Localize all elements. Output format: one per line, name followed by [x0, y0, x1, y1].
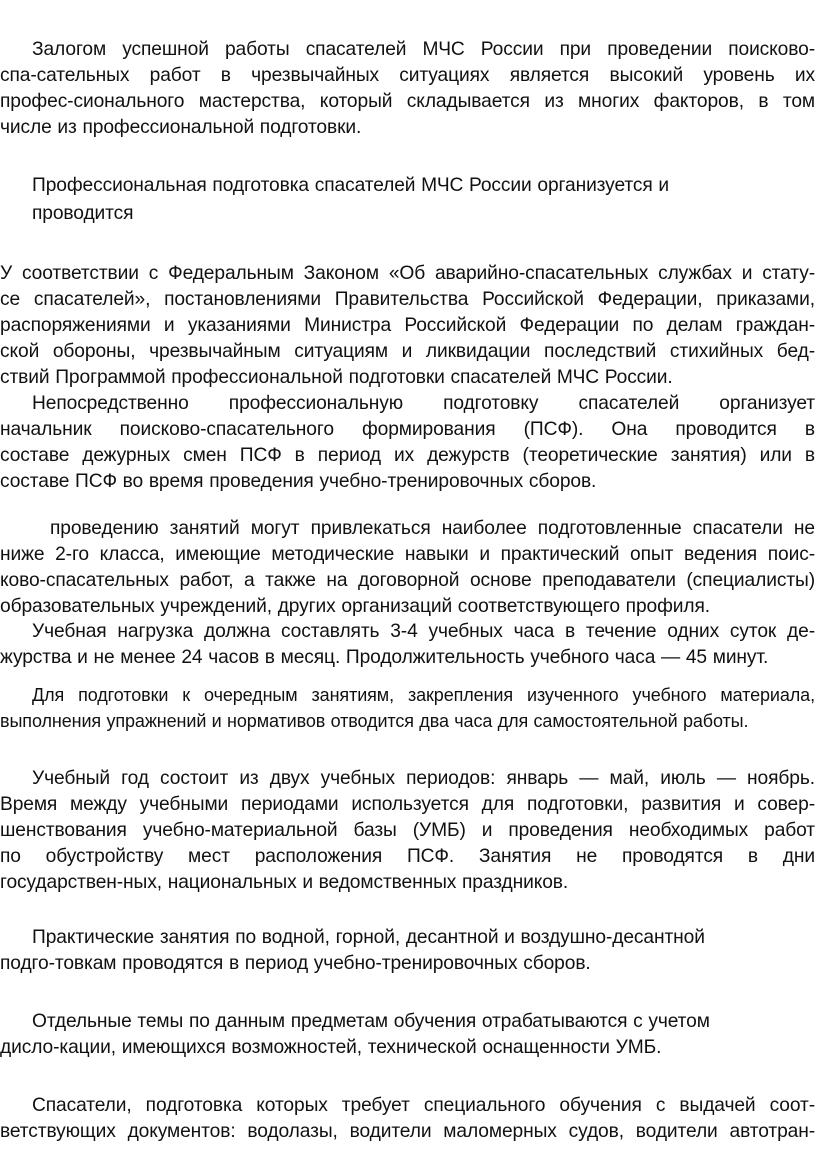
text-line: ской обороны, чрезвычайным ситуациям и ликвидации последствий стихийных бед-: [0, 341, 815, 362]
paragraph-academic-year: [0, 766, 816, 896]
text-line: образовательных учреждений, других организаций соответствующего профиля.: [0, 596, 711, 617]
text-line: Отдельные темы по данным предметам обучения отрабатываются с учетом: [32, 1011, 710, 1032]
text-line: дисло-кации, имеющихся возможностей, технической оснащенности УМБ.: [0, 1037, 662, 1058]
text-line: по обустройству мест расположения ПСФ. Занятия не проводятся в дни: [0, 846, 815, 867]
text-line: ково-спасательных работ, а также на договорной основе преподаватели (специалисты): [0, 570, 815, 591]
text-line: выполнения упражнений и нормативов отводится два часа для самостоятельной работы.: [0, 711, 749, 731]
text-line: спа-сательных работ в чрезвычайных ситуациях является высокий уровень их: [0, 65, 815, 86]
paragraph-direct-training: [0, 391, 816, 495]
text-line: Непосредственно профессиональную подготовку спасателей организует: [32, 393, 815, 414]
text-line: распоряжениями и указаниями Министра Российской Федерации по делам граждан-: [0, 315, 815, 336]
text-line: начальник поисково-спасательного формирования (ПСФ). Она проводится в: [0, 419, 815, 440]
text-line: ниже 2-го класса, имеющие методические навыки и практический опыт ведения поис-: [0, 544, 815, 565]
text-line: ствий Программой профессиональной подготовки спасателей МЧС России.: [0, 367, 673, 388]
text-line: государствен-ных, национальных и ведомственных праздников.: [0, 872, 569, 893]
text-line: се спасателей», постановлениями Правительства Российской Федерации, приказами,: [0, 289, 815, 310]
text-line: Для подготовки к очередным занятиям, закрепления изученного учебного материала,: [32, 685, 815, 705]
paragraph-intro: [0, 37, 816, 141]
paragraph-instructors: [0, 516, 816, 620]
text-line: подго-товкам проводятся в период учебно-тренировочных сборов.: [0, 953, 591, 974]
text-line: У соответствии с Федеральным Законом «Об аварийно-спасательных службах и стату-: [0, 263, 815, 284]
text-line: Спасатели, подготовка которых требует специального обучения с выдачей соот-: [32, 1095, 815, 1116]
paragraph-legal-basis: [0, 261, 816, 391]
text-line: Учебный год состоит из двух учебных периодов: январь — май, июль — ноябрь.: [32, 768, 815, 789]
text-line: проводится: [32, 203, 134, 224]
text-line: Время между учебными периодами используется для подготовки, развития и совер-: [0, 794, 815, 815]
paragraph-workload: [0, 619, 816, 671]
paragraph-special-training: [0, 1093, 816, 1145]
text-line: Учебная нагрузка должна составлять 3-4 учебных часа в течение одних суток де-: [32, 621, 815, 642]
text-line: проведению занятий могут привлекаться наиболее подготовленные спасатели не: [50, 518, 815, 539]
paragraph-organization: [0, 172, 816, 228]
text-line: журства и не менее 24 часов в месяц. Продолжительность учебного часа — 45 минут.: [0, 647, 769, 668]
text-line: шенствования учебно-материальной базы (УМБ) и проведения необходимых работ: [0, 820, 815, 841]
paragraph-practical-training: [0, 925, 816, 977]
text-line: ветствующих документов: водолазы, водители маломерных судов, водители автотран-: [0, 1121, 815, 1142]
text-line: составе дежурных смен ПСФ в период их дежурств (теоретические занятия) или в: [0, 445, 815, 466]
text-line: Практические занятия по водной, горной, десантной и воздушно-десантной: [32, 927, 705, 948]
text-line: профес-сионального мастерства, который складывается из многих факторов, в том: [0, 91, 815, 112]
paragraph-self-study: [0, 682, 816, 734]
text-line: Залогом успешной работы спасателей МЧС России при проведении поисково-: [32, 39, 815, 60]
text-line: числе из профессиональной подготовки.: [0, 117, 362, 138]
text-line: Профессиональная подготовка спасателей МЧС России организуется и: [32, 175, 669, 196]
paragraph-separate-topics: [0, 1009, 816, 1061]
text-line: составе ПСФ во время проведения учебно-тренировочных сборов.: [0, 471, 597, 492]
